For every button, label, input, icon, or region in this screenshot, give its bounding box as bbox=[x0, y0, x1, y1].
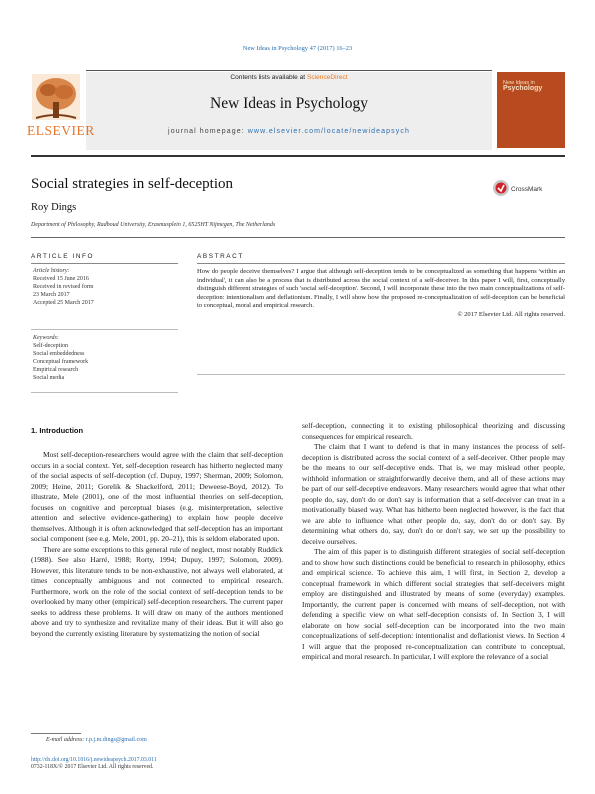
body-paragraph: Most self-deception-researchers would agree with the claim that self-deception occurs in a social context. Yet, self-deception research has hitherto neglected many of the social aspects of self-deception (cf. Dupuy, 1997; Sherman, 2009; Solomon, 2009; Heine, 2011; Gorelik & Shackelford, 2011; Deweese-Boyd, 2012). To illustrate, Mele (2001), one of the most influential theories on self-deception, focuses on cognitive and perceptual biases (e.g. misinterpretation, selective attention and selective evidence-gathering) to explain how people deceive themselves. Although it is often acknowledged that self-deception has an important social component (see e.g. Mele, 2001, pp. 20–21), this is seldom elaborated upon. bbox=[31, 450, 283, 543]
author-name: Roy Dings bbox=[31, 202, 77, 213]
body-paragraph: The aim of this paper is to distinguish different strategies of social self-deception and to show how such distinctions could be beneficial to research in philosophy, ethics and empirical science. To achieve this aim, I will first, in Section 2, develop a conceptual framework in which different social strategies that self-deceivers might employ are distinguished and illustrated by means of some (everyday) examples. Importantly, the current paper is concerned with means of self-deception, not with defending a specific view on what self-deception consists of. In Section 3, I will elaborate on how social self-deception can be incorporated into the two main conceptualizations of self-deception: intentionalist and deflationist views. In Section 4 I will argue that the proposed re-conceptualization can contribute to conceptual, empirical and moral research. In particular, I will explore the relevance of a social bbox=[302, 547, 565, 661]
header-rule bbox=[31, 155, 565, 157]
abstract-text: How do people deceive themselves? I argue that although self-deception tends to be conceptualized as something that happens 'within an individual', it can also be a process that is distributed across the social context of a self-deceiver. In this paper I will, first, conceptually distinguish different strategies of such 'social self-deception'. Second, I will incorporate these into the two main conceptualizations of self-deception: intentionalism and deflationism. Finally, I will show how the proposed re-conceptualization of self-deception can be beneficial to conceptual, moral and empirical research. bbox=[197, 268, 565, 309]
doi-link[interactable]: http://dx.doi.org/10.1016/j.newideapsych.2017.03.011 bbox=[31, 757, 157, 763]
journal-title: New Ideas in Psychology bbox=[210, 95, 368, 112]
body-paragraph: There are some exceptions to this general rule of neglect, most notably Ruddick (1988). See also Harré, 1988; Rorty, 1994; Dupuy, 1997; Solomon, 2009). However, this literature tends to be non-exhaustive, not always well elaborated, at times conceptually ambiguous and not connected to empirical research. Furthermore, work on the role of the social context of self-deception tends to be overlooked by many other (empirical) self-deception researchers. The current paper seeks to address these problems. It will draw on many of the authors mentioned above and try to synthesize and revitalize many of their ideas. But it will also go beyond the currently existing literature by systematizing the notion of social bbox=[31, 544, 283, 638]
crossmark-label[interactable]: CrossMark bbox=[511, 186, 543, 193]
contents-prefix: Contents lists available at bbox=[230, 74, 307, 81]
cover-title bbox=[503, 80, 542, 92]
keyword-item: Empirical research bbox=[33, 366, 79, 373]
body-column-left bbox=[31, 450, 283, 639]
body-column-right bbox=[302, 421, 565, 663]
article-info-rule bbox=[31, 263, 178, 264]
article-info-heading: ARTICLE INFO bbox=[31, 253, 95, 260]
journal-reference[interactable]: New Ideas in Psychology 47 (2017) 16–23 bbox=[242, 45, 353, 52]
cover-title-line1: New Ideas in bbox=[503, 80, 535, 86]
email-link[interactable]: r.p.j.m.dings@gmail.com bbox=[85, 737, 147, 743]
history-item: Received in revised form bbox=[33, 283, 94, 290]
keyword-item: Self-deception bbox=[33, 342, 68, 349]
affiliation-rule bbox=[31, 237, 565, 238]
email-label: E-mail address: bbox=[46, 737, 86, 743]
author-affiliation: Department of Philosophy, Radboud University, Erasmusplein 1, 6525HT Nijmegen, The Netherlands bbox=[31, 222, 276, 228]
body-paragraph: The claim that I want to defend is that in many instances the process of self-deception is distributed across the social context of a self-deceiver. Other people may be the means to our self-deceptive ends. That is, we may mislead other people, withhold information or straightforwardly deceive them, and all of these actions may be part of our self-deceptive endeavors. Many researchers would agree that what other people do, say, don't do or don't say is information that a self-deceiver can treat in a motivationally biased way. What has hitherto been neglected however, is the fact that we are able to influence what other people do, say, don't do or don't say. By determining what others do, say, don't do or don't say, we set up the possibility to deceive ourselves. bbox=[302, 442, 565, 546]
keyword-item: Conceptual framework bbox=[33, 358, 89, 365]
homepage-link[interactable]: www.elsevier.com/locate/newideapsych bbox=[247, 128, 410, 135]
body-paragraph: self-deception, connecting it to existing philosophical theorizing and discussing consequences for empirical research. bbox=[302, 421, 565, 441]
abstract-body bbox=[197, 268, 565, 319]
keywords-rule bbox=[31, 329, 178, 330]
keyword-item: Social embeddedness bbox=[33, 350, 85, 357]
keywords-label: Keywords: bbox=[33, 335, 59, 341]
history-item: Received 15 June 2016 bbox=[33, 275, 89, 282]
keywords-list bbox=[33, 335, 88, 382]
abstract-rule bbox=[197, 263, 565, 264]
publisher-wordmark: ELSEVIER bbox=[27, 123, 95, 138]
doi-block bbox=[31, 757, 157, 772]
abstract-heading: ABSTRACT bbox=[197, 253, 244, 260]
keyword-item: Social media bbox=[33, 374, 65, 381]
header-top-rule bbox=[86, 70, 492, 71]
cover-title-line2: Psychology bbox=[503, 85, 543, 92]
history-item: Accepted 25 March 2017 bbox=[33, 299, 94, 306]
journal-cover-thumbnail[interactable] bbox=[497, 72, 565, 148]
journal-homepage bbox=[86, 128, 492, 135]
section-heading-introduction: 1. Introduction bbox=[31, 426, 84, 435]
issn-line: 0732-118X/© 2017 Elsevier Ltd. All rights reserved. bbox=[31, 764, 154, 771]
sciencedirect-link[interactable]: ScienceDirect bbox=[306, 74, 348, 81]
article-title: Social strategies in self-deception bbox=[31, 176, 234, 192]
article-info-bottom-rule bbox=[31, 392, 178, 393]
history-label: Article history: bbox=[33, 268, 70, 274]
homepage-prefix: journal homepage: bbox=[168, 128, 248, 135]
abstract-copyright: © 2017 Elsevier Ltd. All rights reserved. bbox=[457, 310, 565, 318]
contents-line bbox=[86, 74, 492, 81]
history-item: 23 March 2017 bbox=[33, 291, 70, 298]
footnote-rule bbox=[31, 733, 81, 734]
abstract-bottom-rule bbox=[197, 374, 565, 375]
article-history bbox=[33, 268, 94, 308]
author-email bbox=[46, 737, 147, 743]
